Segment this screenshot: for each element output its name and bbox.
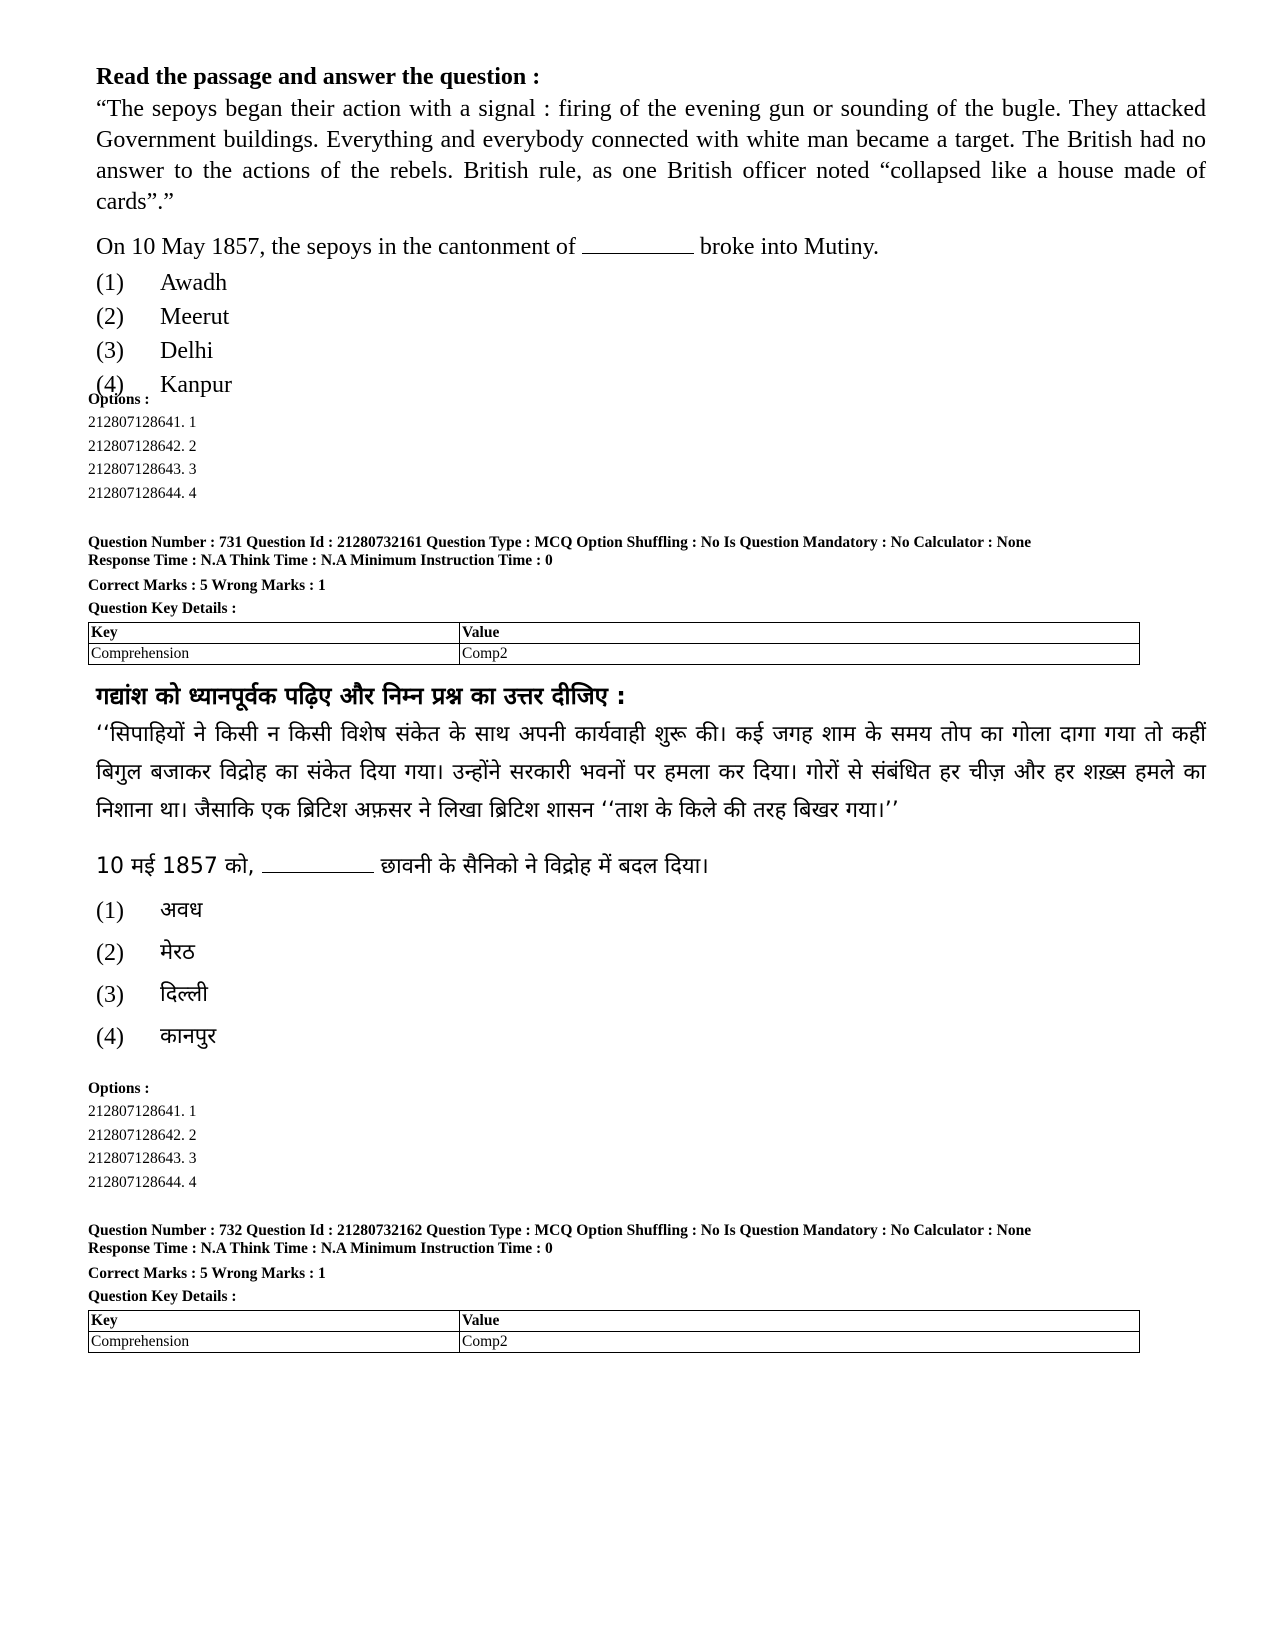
question-730-content xyxy=(96,62,1206,402)
table-header-row xyxy=(89,623,1140,644)
choice-list xyxy=(96,266,1206,402)
table-cell-value: Comp2 xyxy=(460,1332,1140,1353)
table-header-key: Key xyxy=(89,1311,460,1332)
table-row xyxy=(89,1332,1140,1353)
table-header-key: Key xyxy=(89,623,460,644)
table-header-value: Value xyxy=(460,1311,1140,1332)
key-details-table xyxy=(88,622,1140,665)
choice-item: (2) मेरठ xyxy=(96,940,195,966)
question-meta-line: Question Number : 732 Question Id : 21280732162 Question Type : MCQ Option Shuffling : No Is Question Mandatory : No Calculator : None xyxy=(88,1222,1032,1239)
marks-line: Correct Marks : 5 Wrong Marks : 1 xyxy=(88,1265,326,1282)
option-line: 212807128641. 1 xyxy=(88,414,197,431)
table-header-row xyxy=(89,1311,1140,1332)
fill-blank xyxy=(582,233,694,254)
table-row xyxy=(89,644,1140,665)
option-line: 212807128644. 4 xyxy=(88,1173,197,1191)
table-cell-key: Comprehension xyxy=(89,1332,460,1353)
question-timing-line: Response Time : N.A Think Time : N.A Minimum Instruction Time : 0 xyxy=(88,1240,553,1257)
option-line: 212807128641. 1 xyxy=(88,1103,197,1120)
options-label: Options : xyxy=(88,391,150,408)
choice-item: (3) Delhi xyxy=(96,338,214,364)
question-meta-line: Question Number : 731 Question Id : 21280732161 Question Type : MCQ Option Shuffling : No Is Question Mandatory : No Calculator : None xyxy=(88,534,1032,551)
table-header-value: Value xyxy=(460,623,1140,644)
passage-text: ‘‘सिपाहियों ने किसी न किसी विशेष संकेत के साथ अपनी कार्यवाही शुरू की। कई जगह शाम के समय तोप का गोला दागा गया तो कहीं बिगुल बजाकर विद्रोह का संकेत दिया गया। उन्होंने सरकारी भवनों पर हमला कर दिया। गोरों से संबंधित हर चीज़ और हर शख़्स हमले का निशाना था। जैसाकि एक ब्रिटिश अफ़सर ने लिखा ब्रिटिश शासन ‘‘ताश के किले की तरह बिखर गया।’’ xyxy=(96,722,1206,823)
choice-item: (1) अवध xyxy=(96,898,203,924)
options-label: Options : xyxy=(88,1080,150,1097)
question-stem: 10 मई 1857 को, छावनी के सैनिको ने विद्रोह में बदल दिया। xyxy=(96,854,709,879)
question-731-meta xyxy=(88,534,1198,665)
choice-item: (4) कानपुर xyxy=(96,1024,217,1050)
option-line: 212807128644. 4 xyxy=(88,484,197,502)
question-stem: On 10 May 1857, the sepoys in the cantonment of broke into Mutiny. xyxy=(96,234,880,260)
choice-item: (2) Meerut xyxy=(96,304,230,330)
choice-item: (1) Awadh xyxy=(96,270,228,296)
options-block-730 xyxy=(88,388,1198,505)
choice-list xyxy=(96,890,1206,1058)
option-line: 212807128642. 2 xyxy=(88,1126,197,1144)
passage-instruction: गद्यांश को ध्यानपूर्वक पढ़िए और निम्न प्रश्न का उत्तर दीजिए : xyxy=(96,682,626,710)
marks-line: Correct Marks : 5 Wrong Marks : 1 xyxy=(88,577,326,594)
key-details-table xyxy=(88,1310,1140,1353)
question-731-content xyxy=(96,680,1206,1058)
option-line: 212807128643. 3 xyxy=(88,1150,197,1167)
choice-item: (3) दिल्ली xyxy=(96,982,208,1008)
choice-item: (4) Kanpur xyxy=(96,372,232,398)
options-block-731 xyxy=(88,1077,1198,1194)
fill-blank xyxy=(262,852,374,873)
table-cell-key: Comprehension xyxy=(89,644,460,665)
option-line: 212807128642. 2 xyxy=(88,437,197,455)
key-details-label: Question Key Details : xyxy=(88,1288,237,1305)
question-732-meta xyxy=(88,1222,1198,1353)
passage-instruction: Read the passage and answer the question : xyxy=(96,64,541,90)
option-line: 212807128643. 3 xyxy=(88,461,197,478)
question-timing-line: Response Time : N.A Think Time : N.A Minimum Instruction Time : 0 xyxy=(88,552,553,569)
table-cell-value: Comp2 xyxy=(460,644,1140,665)
key-details-label: Question Key Details : xyxy=(88,600,237,617)
passage-text: “The sepoys began their action with a signal : firing of the evening gun or sounding of the bugle. They attacked Government buildings. Everything and everybody connected with white man became a target. The British had no answer to the actions of the rebels. British rule, as one British officer noted “collapsed like a house made of cards”.” xyxy=(96,96,1206,215)
